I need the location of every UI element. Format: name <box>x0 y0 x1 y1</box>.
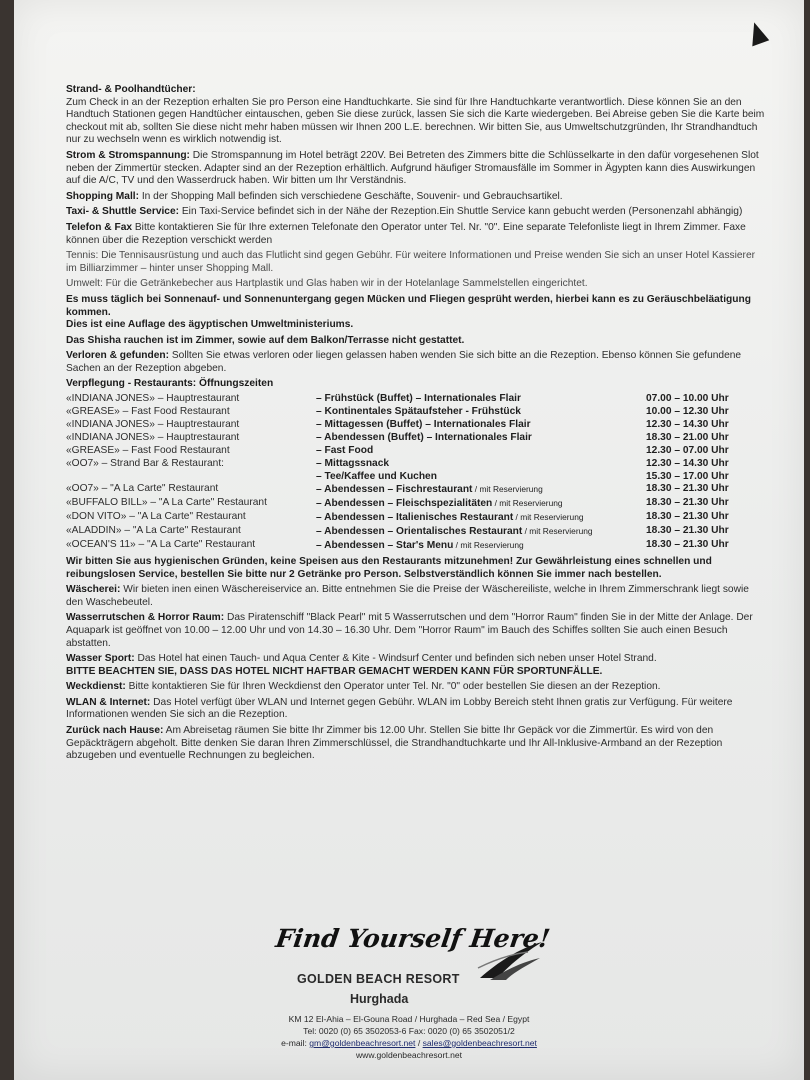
restaurant-meal: – Abendessen – Star's Menu <box>316 540 454 552</box>
section-title: Umwelt: <box>66 278 103 290</box>
restaurant-time: 18.30 – 21.30 Uhr <box>646 539 729 551</box>
restaurant-time: 07.00 – 10.00 Uhr <box>646 393 729 405</box>
section-lost-found <box>66 350 766 375</box>
restaurant-name: «BUFFALO BILL» – "A La Carte" Restaurant <box>66 497 267 509</box>
section-environment <box>66 278 766 291</box>
section-title: Tennis: <box>66 250 99 262</box>
restaurant-time: 10.00 – 12.30 Uhr <box>646 405 729 417</box>
section-title: Shopping Mall: <box>66 190 139 202</box>
section-title: Telefon & Fax <box>66 221 133 233</box>
resort-address: KM 12 El-Ahia – El-Gouna Road / Hurghada – Red Sea / Egypt <box>288 1014 530 1024</box>
reservation-note: / mit Reservierung <box>492 498 563 509</box>
section-title: WLAN & Internet: <box>66 696 151 708</box>
section-watersport <box>66 653 766 666</box>
section-title: Wasserrutschen & Horror Raum: <box>66 612 225 624</box>
resort-logo-swoosh-icon <box>476 938 546 984</box>
restaurant-name: «DON VITO» – "A La Carte" Restaurant <box>66 511 246 523</box>
section-title: Verloren & gefunden: <box>66 350 170 362</box>
section-wlan <box>66 697 766 722</box>
restaurant-name: «INDIANA JONES» – Hauptrestaurant <box>66 418 240 430</box>
restaurant-meal: – Mittagssnack <box>316 457 390 469</box>
section-power <box>66 150 766 188</box>
reservation-note: / mit Reservierung <box>453 540 524 551</box>
section-text: In der Shopping Mall befinden sich verschiedene Geschäfte, Souvenir- und Gebrauchsartikel. <box>141 190 563 202</box>
restaurant-meal: – Mittagessen (Buffet) – Internationales Flair <box>316 418 531 430</box>
section-text: Zum Check in an der Rezeption erhalten Sie pro Person eine Handtuchkarte. Sie sind für Ihre Handtuchkarte verantwortlich. Diese können Sie an den Handtuch Stationen gegen Handtücher eintauschen, geben Sie diese zurück, lassen Sie sich die Karte wiedergeben. Bei Abreise geben Sie die Karte beim checkout mit ab, sollten Sie diese nicht mehr haben müssen wir Ihnen 200 L.E. berechnen. Wir bitten Sie, aus Umweltschutzgründen, Ihr Strandhandtuch nur zu wechseln wenn es wirklich notwendig ist. <box>66 96 765 146</box>
section-taxi <box>66 206 766 219</box>
email-link-sales[interactable]: sales@goldenbeachresort.net <box>422 1038 537 1048</box>
section-text: Wir bieten inen einen Wäschereiservice an. Bitte entnehmen Sie die Preise der Wäschereiliste, welche in Ihrem Zimmerschrank liegt sowie den Waschebeutel. <box>66 584 749 608</box>
restaurant-name: «OO7» – "A La Carte" Restaurant <box>66 483 219 495</box>
section-text: Das Piratenschiff "Black Pearl" mit 5 Wasserrutschen und dem "Horror Raum" finden Sie in der Mitte der Anlage. Der Aquapark ist geöffnet von 10.00 – 12.00 Uhr und von 14.30 – 16.30 Uhr. Dem "Horror Raum" im Bauch des Schiffes sollten Sie auch einen Besuch abstatten. <box>66 612 753 649</box>
restaurant-name: «GREASE» – Fast Food Restaurant <box>66 405 230 417</box>
section-title: Zurück nach Hause: <box>66 725 164 737</box>
restaurant-name: «OCEAN'S 11» – "A La Carte" Restaurant <box>66 539 256 551</box>
section-shopping <box>66 191 766 204</box>
restaurant-time: 18.30 – 21.30 Uhr <box>646 483 729 495</box>
section-title: Strand- & Poolhandtücher: <box>66 84 196 95</box>
section-text: Bitte kontaktieren Sie für Ihre externen Telefonate den Operator unter Tel. Nr. "0". Eine separate Telefonliste liegt in Ihrem Zimmer. Faxe können über die Rezeption verschickt werden <box>66 221 746 246</box>
email-label: e-mail: <box>281 1038 307 1048</box>
section-title: Wäscherei: <box>66 584 121 596</box>
restaurant-meal: – Abendessen – Orientalisches Restaurant <box>316 526 523 538</box>
section-text: Die Tennisausrüstung und auch das Flutlicht sind gegen Gebühr. Für weitere Informationen und Preise wenden Sie sich an unser Hotel Kassierer im Billiarzimmer – hinter unser Shopping Mall. <box>66 250 756 274</box>
reservation-note: / mit Reservierung <box>513 512 584 523</box>
section-text: Bitte kontaktieren Sie für Ihren Weckdienst den Operator unter Tel. Nr. "0" oder bestellen Sie diesen an der Rezeption. <box>128 681 661 693</box>
restaurant-meal: – Abendessen – Fischrestaurant <box>316 484 473 496</box>
restaurant-meal: – Frühstück (Buffet) – Internationales Flair <box>316 393 521 405</box>
section-title: Weckdienst: <box>66 681 126 693</box>
restaurant-time: 12.30 – 14.30 Uhr <box>646 418 729 430</box>
section-towels <box>66 84 766 147</box>
torn-corner <box>745 20 769 47</box>
section-phone <box>66 222 766 247</box>
notice-shisha: Das Shisha rauchen ist im Zimmer, sowie auf dem Balkon/Terrasse nicht gestattet. <box>66 334 465 346</box>
restaurant-meal-cell <box>316 511 646 525</box>
restaurant-meal: – Abendessen – Fleischspezialitäten <box>316 498 493 510</box>
restaurant-time: 18.30 – 21.30 Uhr <box>646 511 729 523</box>
section-laundry <box>66 584 766 609</box>
section-waterslides <box>66 612 766 650</box>
restaurant-meal-cell <box>316 497 646 511</box>
resort-website[interactable]: www.goldenbeachresort.net <box>355 1050 463 1060</box>
section-checkout <box>66 725 766 763</box>
reservation-note: / mit Reservierung <box>522 526 593 537</box>
section-text: Für die Getränkebecher aus Hartplastik und Glas haben wir in der Hotelanlage Sammelstellen eingerichtet. <box>105 278 588 290</box>
restaurant-meal: – Tee/Kaffee und Kuchen <box>316 470 437 482</box>
email-link-gm[interactable]: gm@goldenbeachresort.net <box>309 1038 416 1048</box>
hotel-info-document <box>66 84 766 766</box>
notice-ministry: Dies ist eine Auflage des ägyptischen Umweltministeriums. <box>66 319 354 331</box>
slogan: Find Yourself Here! <box>273 924 552 953</box>
restaurant-name: «INDIANA JONES» – Hauptrestaurant <box>66 431 240 443</box>
restaurant-time: 12.30 – 14.30 Uhr <box>646 457 729 469</box>
restaurant-meal-cell <box>316 539 646 553</box>
section-text: Das Hotel hat einen Tauch- und Aqua Center & Kite - Windsurf Center und befinden sich neben unser Hotel Strand. <box>137 653 657 665</box>
section-text: Die Stromspannung im Hotel beträgt 220V. Bei Betreten des Zimmers bitte die Schlüsselkarte in den dafür vorgesehenen Slot neben der Zimmertür stecken. Adapter sind an der Rezeption erhältlich. Aufgrund häufiger Stromausfälle im Sommer in Ägypten kann dies Auswirkungen auf die A/C, TV und den Wasserdruck haben. Wir bitten um Ihr Verständnis. <box>66 149 759 187</box>
email-separator: / <box>415 1038 423 1048</box>
section-text: Am Abreisetag räumen Sie bitte Ihr Zimmer bis 12.00 Uhr. Stellen Sie bitte Ihr Gepäck vor die Zimmertür. Es wird von den Gepäckträgern abgeholt. Bitte denken Sie daran Ihren Zimmerschlüssel, die Strandhandtuchkarte und Ihr All-Inklusive-Armband an der Rezeption abzugeben und eventuelle Rechnungen zu begleichen. <box>66 725 723 762</box>
restaurant-meal: – Fast Food <box>316 444 374 456</box>
resort-city: Hurghada <box>350 992 409 1006</box>
notice-spray: Es muss täglich bei Sonnenauf- und Sonnenuntergang gegen Mücken und Fliegen gesprüht werden, hierbei kann es zu Geräuschbeläatigung kommen. <box>66 293 751 318</box>
restaurant-name: «INDIANA JONES» – Hauptrestaurant <box>66 393 240 405</box>
restaurant-name <box>66 471 316 484</box>
restaurant-time: 15.30 – 17.00 Uhr <box>646 470 729 482</box>
printed-sheet <box>14 0 804 1080</box>
restaurant-meal: – Kontinentales Spätaufsteher - Frühstück <box>316 405 521 417</box>
restaurant-meal-cell <box>316 525 646 539</box>
restaurant-table <box>66 393 766 553</box>
resort-name: GOLDEN BEACH RESORT <box>297 972 460 986</box>
restaurant-name: «ALADDIN» – "A La Carte" Restaurant <box>66 525 241 537</box>
section-wakeup <box>66 681 766 694</box>
restaurant-meal-cell <box>316 483 646 497</box>
section-text: Ein Taxi-Service befindet sich in der Nähe der Rezeption.Ein Shuttle Service kann gebucht werden (Personenzahl abhängig) <box>181 206 743 218</box>
restaurant-time: 18.30 – 21.30 Uhr <box>646 497 729 509</box>
section-title: Taxi- & Shuttle Service: <box>66 206 180 218</box>
restaurant-time: 12.30 – 07.00 Uhr <box>646 444 729 456</box>
resort-phone-fax: Tel: 0020 (0) 65 3502053-6 Fax: 0020 (0) 65 3502051/2 <box>303 1026 515 1036</box>
section-text: Sollten Sie etwas verloren oder liegen gelassen haben wenden Sie sich bitte an die Rezeption. Ebenso können Sie gefundene Sachen an der Rezeption abgeben. <box>66 350 742 374</box>
notice-sport-liability: BITTE BEACHTEN SIE, DASS DAS HOTEL NICHT HAFTBAR GEMACHT WERDEN KANN FÜR SPORTUNFÄLLE. <box>66 665 603 677</box>
restaurant-name: «GREASE» – Fast Food Restaurant <box>66 444 230 456</box>
resort-email-line <box>14 1038 804 1049</box>
reservation-note: / mit Reservierung <box>472 484 543 495</box>
restaurant-time: 18.30 – 21.30 Uhr <box>646 525 729 537</box>
notice-food: Wir bitten Sie aus hygienischen Gründen, keine Speisen aus den Restaurants mitzunehmen! Zur Gewährleistung eines schnellen und reibungslosen Service, bestellen Sie bitte nur 2 Getränke pro Person. Selbstverständlich können Sie immer nach bestellen. <box>66 555 712 580</box>
section-text: Das Hotel verfügt über WLAN und Internet gegen Gebühr. WLAN im Lobby Bereich steht Ihnen gratis zur Verfügung. Für weitere Informationen wenden Sie sich an die Rezeption. <box>66 696 733 721</box>
section-title: Strom & Stromspannung: <box>66 149 190 161</box>
section-title: Wasser Sport: <box>66 653 135 665</box>
restaurant-time: 18.30 – 21.00 Uhr <box>646 431 729 443</box>
restaurant-meal: – Abendessen (Buffet) – Internationales Flair <box>316 431 532 443</box>
restaurant-meal: – Abendessen – Italienisches Restaurant <box>316 512 514 524</box>
section-tennis <box>66 250 766 275</box>
restaurants-title: Verpflegung - Restaurants: Öffnungszeiten <box>66 378 274 390</box>
restaurant-name: «OO7» – Strand Bar & Restaurant: <box>66 457 224 469</box>
